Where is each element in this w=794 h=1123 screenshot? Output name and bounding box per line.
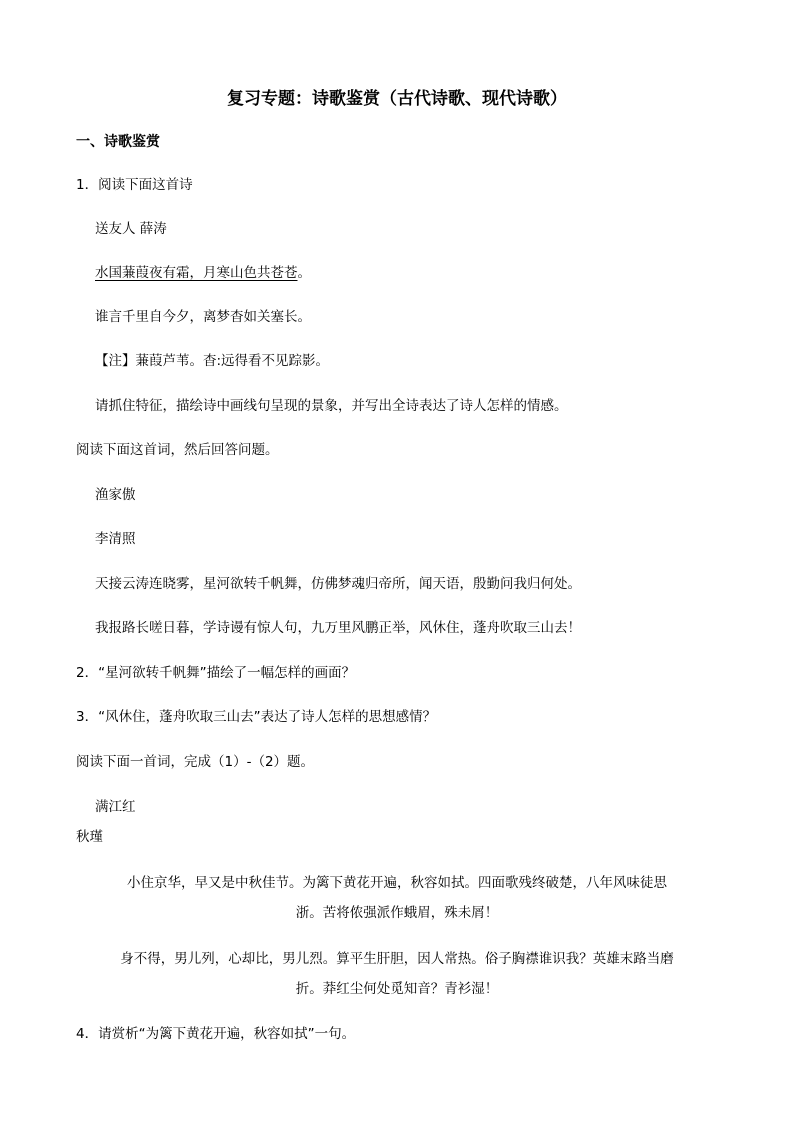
- underlined-poem-line: 水国蒹葭夜有霜，月寒山色共苍苍: [95, 265, 298, 281]
- ci-author-2: 秋瑾: [76, 829, 103, 845]
- ci2-para1-line2: 浙。苦将侬强派作蛾眉，殊未屑！: [295, 905, 499, 921]
- question-2: 2．“星河欲转千帆舞”描绘了一幅怎样的画面？: [76, 665, 356, 681]
- section-heading: 一、诗歌鉴赏: [76, 134, 160, 150]
- ci-author-1: 李清照: [95, 531, 136, 547]
- ci2-para2-line1: 身不得，男儿列，心却比，男儿烈。算平生肝胆，因人常热。俗子胸襟谁识我？英雄末路当磨: [120, 951, 674, 967]
- question-1-prompt: 1．阅读下面这首诗: [76, 177, 193, 193]
- ci2-para2-line2: 折。莽红尘何处觅知音？青衫湿！: [295, 981, 499, 997]
- reading-intro-1: 阅读下面这首词，然后回答问题。: [76, 442, 279, 458]
- poem-line-2: 谁言千里自今夕，离梦杳如关塞长。: [95, 309, 311, 325]
- question-1-text: 请抓住特征，描绘诗中画线句呈现的景象，并写出全诗表达了诗人怎样的情感。: [95, 398, 568, 414]
- poem-line-1: [95, 264, 311, 282]
- reading-intro-2: 阅读下面一首词，完成（1）-（2）题。: [76, 754, 315, 770]
- question-4: 4．请赏析“为篱下黄花开遍，秋容如拭”一句。: [76, 1026, 356, 1042]
- ci-title-2: 满江红: [95, 799, 136, 815]
- page-title: 复习专题：诗歌鉴赏（古代诗歌、现代诗歌）: [227, 89, 567, 109]
- poem-title-author: 送友人 薛涛: [95, 221, 167, 237]
- question-3: 3．“风休住，蓬舟吹取三山去”表达了诗人怎样的思想感情？: [76, 709, 437, 725]
- ci-line-1: 天接云涛连晓雾，星河欲转千帆舞，仿佛梦魂归帝所，闻天语，殷勤问我归何处。: [95, 576, 581, 592]
- ci2-para1-line1: 小住京华，早又是中秋佳节。为篱下黄花开遍，秋容如拭。四面歌残终破楚，八年风味徒思: [127, 875, 667, 891]
- poem-note: 【注】蒹葭芦苇。杳:远得看不见踪影。: [95, 353, 330, 369]
- ci-line-2: 我报路长嗟日暮，学诗谩有惊人句，九万里风鹏正举，风休住，蓬舟吹取三山去！: [95, 620, 581, 636]
- ci-title-1: 渔家傲: [95, 487, 136, 503]
- poem-line-1-end: 。: [297, 265, 311, 281]
